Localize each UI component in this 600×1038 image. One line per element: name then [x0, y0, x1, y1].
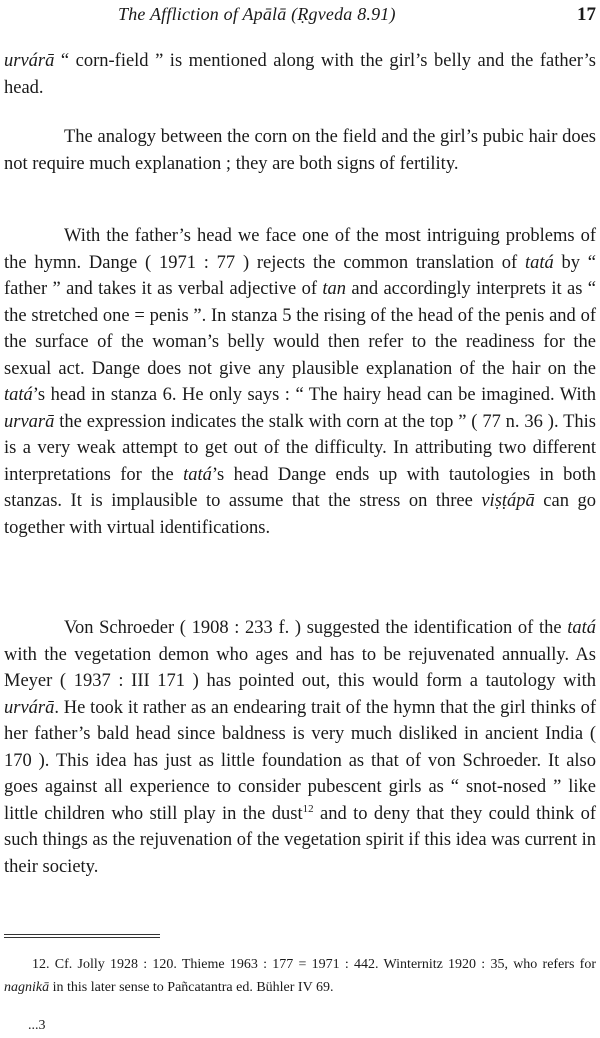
term-tata: tatá [524, 252, 554, 273]
paragraph-fathers-head: With the father’s head we face one of the most intriguing problems of the hymn. Dange ( 1971 : 77 ) rejects the common translation of tatá by “ father ” and takes it as verbal adjective of tan and accordingly interprets it as “ the stretched one = penis ”. In stanza 5 the rising of the head of the penis and of the surface of the woman’s belly would then refer to the readiness for the sexual act. Dange does not give any plausible explanation of the hair on the tatá’s head in stanza 6. He only says : “ The hairy head can be imagined. With urvarā the expression indicates the stalk with corn at the top ” ( 77 n. 36 ). This is a very weak attempt to get out of the difficulty. In attributing two different interpretations for the tatá’s head Dange ends up with tautologies in both stanzas. It is implausible to assume that the stress on three viṣṭápā can go together with virtual identifications. [4, 226, 596, 538]
paragraph-analogy: The analogy between the corn on the field and the girl’s pubic hair does not require much explanation ; they are both signs of fertility. [4, 127, 596, 174]
signature-mark: ...3 [28, 1018, 46, 1033]
paragraph-urvara: urvárā “ corn-field ” is mentioned along with the girl’s belly and the father’s head. [4, 51, 596, 98]
term-urvara: urvarā [4, 411, 55, 432]
term-vistapa: viṣṭápā [481, 491, 535, 511]
page-number: 17 [577, 4, 596, 25]
term-urvara: urvárā [4, 697, 55, 718]
footnote-reference[interactable]: 12 [302, 802, 314, 815]
term-tata: tatá [183, 464, 212, 485]
footnote-divider [4, 934, 160, 938]
term-tata: tatá [4, 385, 33, 405]
running-title: The Affliction of Apālā (Ṛgveda 8.91) [118, 4, 396, 24]
term-nagnika: nagnikā [4, 980, 50, 995]
paragraph-von-schroeder: Von Schroeder ( 1908 : 233 f. ) suggested the identification of the tatá with the vegetation demon who ages and has to be rejuvenated annually. As Meyer ( 1937 : III 171 ) has pointed out, this would form a tautology with urvárā. He took it rather as an endearing trait of the hymn that the girl thinks of her father’s bald head since baldness is very much disliked in ancient India ( 170 ). This idea has just as little foundation as that of von Schroeder. It also goes against all experience to consider pubescent girls as “ snot-nosed ” like little children who still play in the dust$^{12}$ and to deny that they could think of such things as the rejuvenation of the vegetation spirit if this idea was current in their society. [4, 618, 596, 877]
page-header [0, 2, 600, 30]
term-tan: tan [322, 279, 347, 299]
footnote-12: 12. Cf. Jolly 1928 : 120. Thieme 1963 : 177 = 1971 : 442. Winternitz 1920 : 35, who refers for nagnikā in this later sense to Pañcatantra ed. Bühler IV 69. [4, 957, 596, 995]
term-urvara: urvárā [4, 51, 55, 71]
term-tata: tatá [567, 618, 596, 638]
